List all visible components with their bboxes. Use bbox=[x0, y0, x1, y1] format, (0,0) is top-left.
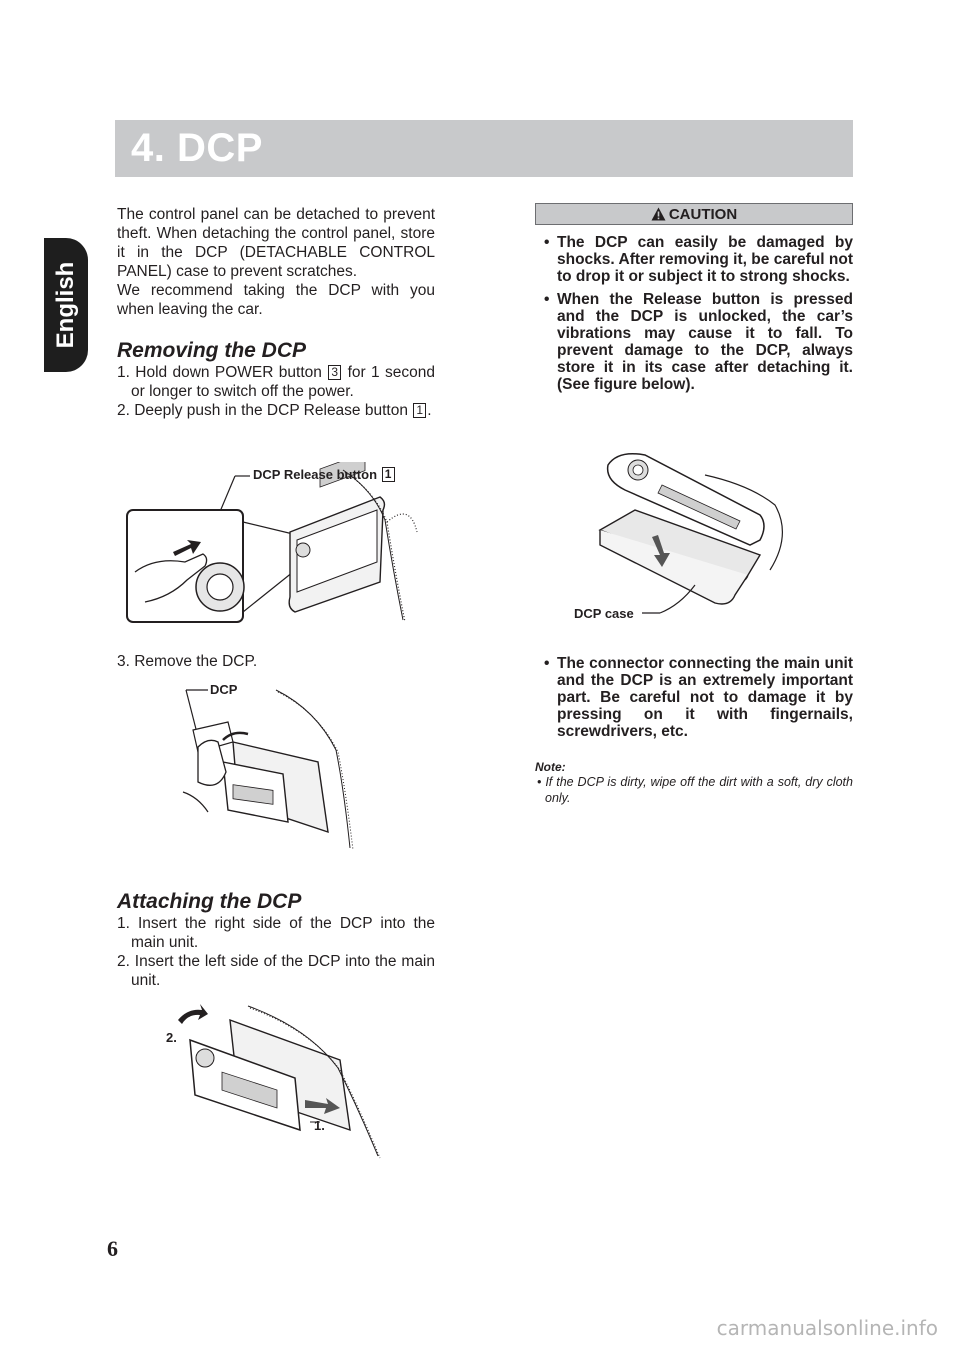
language-tab bbox=[44, 238, 88, 372]
right-column bbox=[535, 203, 853, 393]
note-text: • If the DCP is dirty, wipe off the dirt with a soft, dry cloth only. bbox=[537, 775, 853, 805]
power-key-box: 3 bbox=[328, 365, 341, 380]
caution-header bbox=[535, 203, 853, 225]
attach-step-2-label: 2. bbox=[166, 1030, 177, 1045]
caution-item: • The DCP can easily be damaged by shocks. After removing it, be careful not to drop it or subject it to strong shocks. bbox=[544, 234, 853, 285]
caution-title: CAUTION bbox=[668, 205, 738, 223]
release-button-figure bbox=[125, 462, 425, 632]
note-heading: Note: bbox=[535, 760, 566, 774]
release-button-label: DCP Release button 1 bbox=[253, 467, 396, 482]
intro-paragraph-2: We recommend taking the DCP with you when leaving the car. bbox=[117, 282, 435, 318]
caution-item: • When the Release button is pressed and the DCP is unlocked, the car’s vibrations may cause it to fall. To prevent damage to the DCP, always store it in its case after detaching it. (See figure below). bbox=[544, 291, 853, 393]
section-title-bar bbox=[115, 120, 853, 177]
caution-list bbox=[535, 234, 853, 393]
removing-step-3: 3. Remove the DCP. bbox=[117, 653, 258, 670]
attaching-steps bbox=[117, 914, 435, 990]
watermark: carmanualsonline.info bbox=[716, 1316, 938, 1340]
attach-step-1-label: 1. bbox=[314, 1118, 325, 1133]
removing-heading: Removing the DCP bbox=[117, 339, 307, 362]
dcp-case-label: DCP case bbox=[574, 606, 634, 621]
section-title: 4. DCP bbox=[131, 126, 263, 170]
connector-warning-item: • The connector connecting the main unit and the DCP is an extremely important part. Be careful not to damage it by pressing on it with fingernails, screwdrivers, etc. bbox=[544, 655, 853, 740]
dcp-case-illustration bbox=[570, 445, 800, 625]
page-number: 6 bbox=[107, 1236, 118, 1261]
attach-dcp-figure bbox=[160, 1000, 390, 1160]
dcp-label: DCP bbox=[210, 682, 238, 697]
remove-dcp-figure bbox=[178, 682, 368, 852]
release-key-box: 1 bbox=[413, 403, 426, 418]
remove-dcp-illustration bbox=[178, 682, 368, 852]
release-button-illustration bbox=[125, 462, 425, 632]
left-column bbox=[117, 205, 435, 420]
removing-steps bbox=[117, 363, 435, 420]
dcp-case-figure bbox=[570, 445, 800, 625]
attaching-step-2: 2. Insert the left side of the DCP into the main unit. bbox=[117, 953, 435, 989]
attaching-step-1: 1. Insert the right side of the DCP into the main unit. bbox=[117, 915, 435, 951]
attach-dcp-illustration bbox=[160, 1000, 390, 1160]
attaching-heading: Attaching the DCP bbox=[117, 890, 302, 913]
removing-step-1: 1. Hold down POWER button 3 for 1 second or longer to switch off the power. bbox=[117, 364, 436, 400]
connector-warning-list bbox=[535, 655, 853, 740]
removing-step-2: 2. Deeply push in the DCP Release button 1 . bbox=[117, 402, 432, 419]
intro-paragraph: The control panel can be detached to prevent theft. When detaching the control panel, store it in the DCP (DETACHABLE CONTROL PANEL) case to prevent scratches. bbox=[117, 206, 435, 280]
warning-icon bbox=[651, 207, 666, 221]
language-tab-label: English bbox=[52, 261, 79, 349]
